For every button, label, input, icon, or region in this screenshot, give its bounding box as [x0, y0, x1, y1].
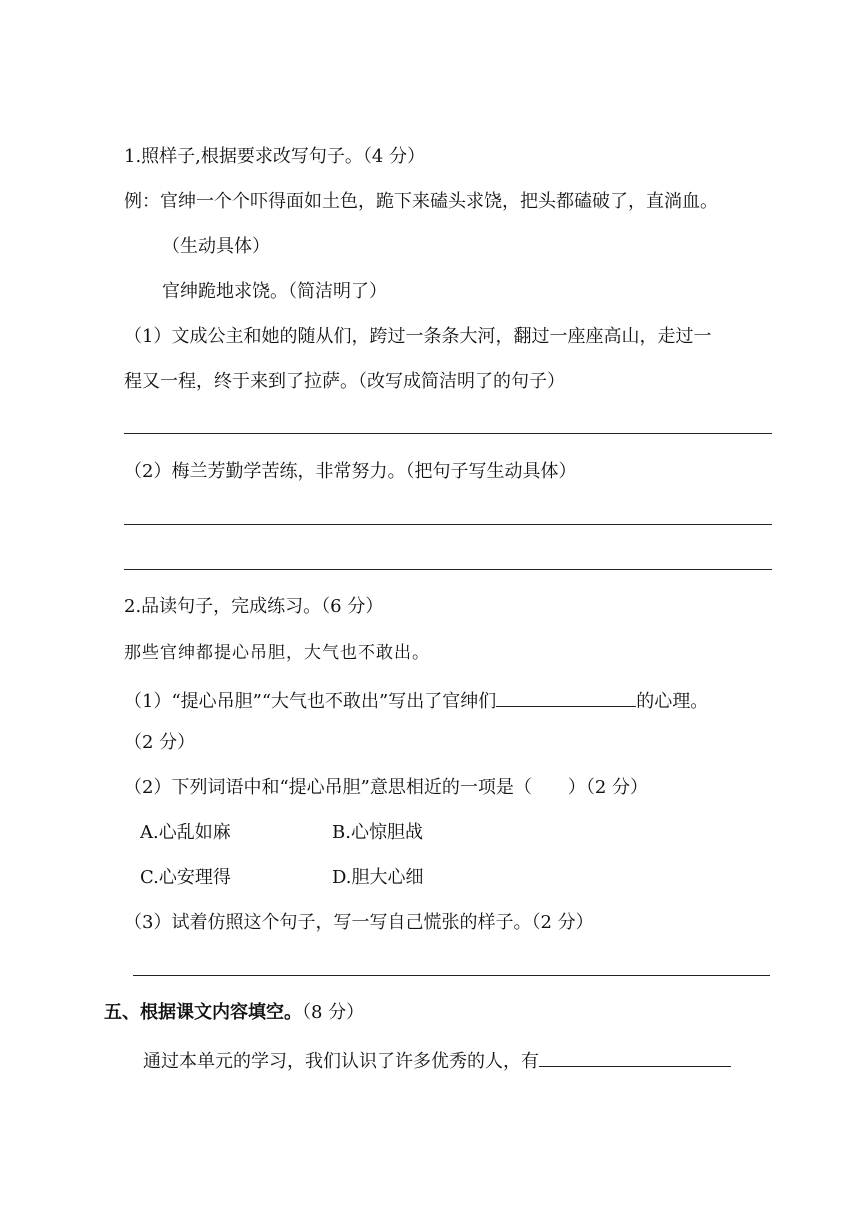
q2-item1-suffix: 的心理。	[636, 691, 709, 712]
q1-example-line1: 例：官绅一个个吓得面如土色，跪下来磕头求饶，把头都磕破了，直淌血。	[124, 191, 718, 212]
q2-sentence: 那些官绅都提心吊胆，大气也不敢出。	[124, 643, 430, 663]
q1-item2: （2）梅兰芳勤学苦练，非常努力。（把句子写生动具体）	[124, 461, 577, 482]
option-a[interactable]: A.心乱如麻	[140, 822, 231, 843]
q2-item2: （2）下列词语中和“提心吊胆”意思相近的一项是（ ）（2 分）	[124, 777, 649, 798]
section5-heading	[104, 1001, 364, 1025]
q1-item1-line1: （1）文成公主和她的随从们，跨过一条条大河，翻过一座座高山，走过一	[124, 326, 712, 347]
q2-item1	[124, 686, 708, 714]
option-b[interactable]: B.心惊胆战	[332, 822, 423, 843]
q2-item1-score: （2 分）	[124, 732, 196, 753]
section5-score: （8 分）	[302, 1002, 365, 1023]
answer-blank[interactable]	[539, 1046, 731, 1067]
q1-example-line3: 官绅跪地求饶。（简洁明了）	[162, 281, 387, 302]
q2-item1-prefix: （1）“提心吊胆”“大气也不敢出”写出了官绅们	[124, 691, 497, 712]
answer-line[interactable]	[124, 569, 772, 570]
q1-title: 1.照样子,根据要求改写句子。（4 分）	[124, 146, 426, 167]
answer-line[interactable]	[124, 433, 772, 434]
q2-title: 2.品读句子，完成练习。（6 分）	[124, 596, 384, 617]
q2-item3: （3）试着仿照这个句子，写一写自己慌张的样子。（2 分）	[124, 912, 594, 933]
q1-example-line2: （生动具体）	[162, 236, 270, 257]
section5-text: 通过本单元的学习，我们认识了许多优秀的人，有	[143, 1051, 539, 1072]
section5-line1	[143, 1046, 731, 1074]
option-d[interactable]: D.胆大心细	[332, 867, 424, 888]
answer-line[interactable]	[124, 524, 772, 525]
option-c[interactable]: C.心安理得	[140, 867, 231, 888]
q1-item1-line2: 程又一程，终于来到了拉萨。（改写成简洁明了的句子）	[124, 371, 565, 392]
answer-blank[interactable]	[496, 686, 636, 707]
section5-title: 五、根据课文内容填空。	[104, 1002, 302, 1023]
answer-line[interactable]	[133, 975, 770, 976]
